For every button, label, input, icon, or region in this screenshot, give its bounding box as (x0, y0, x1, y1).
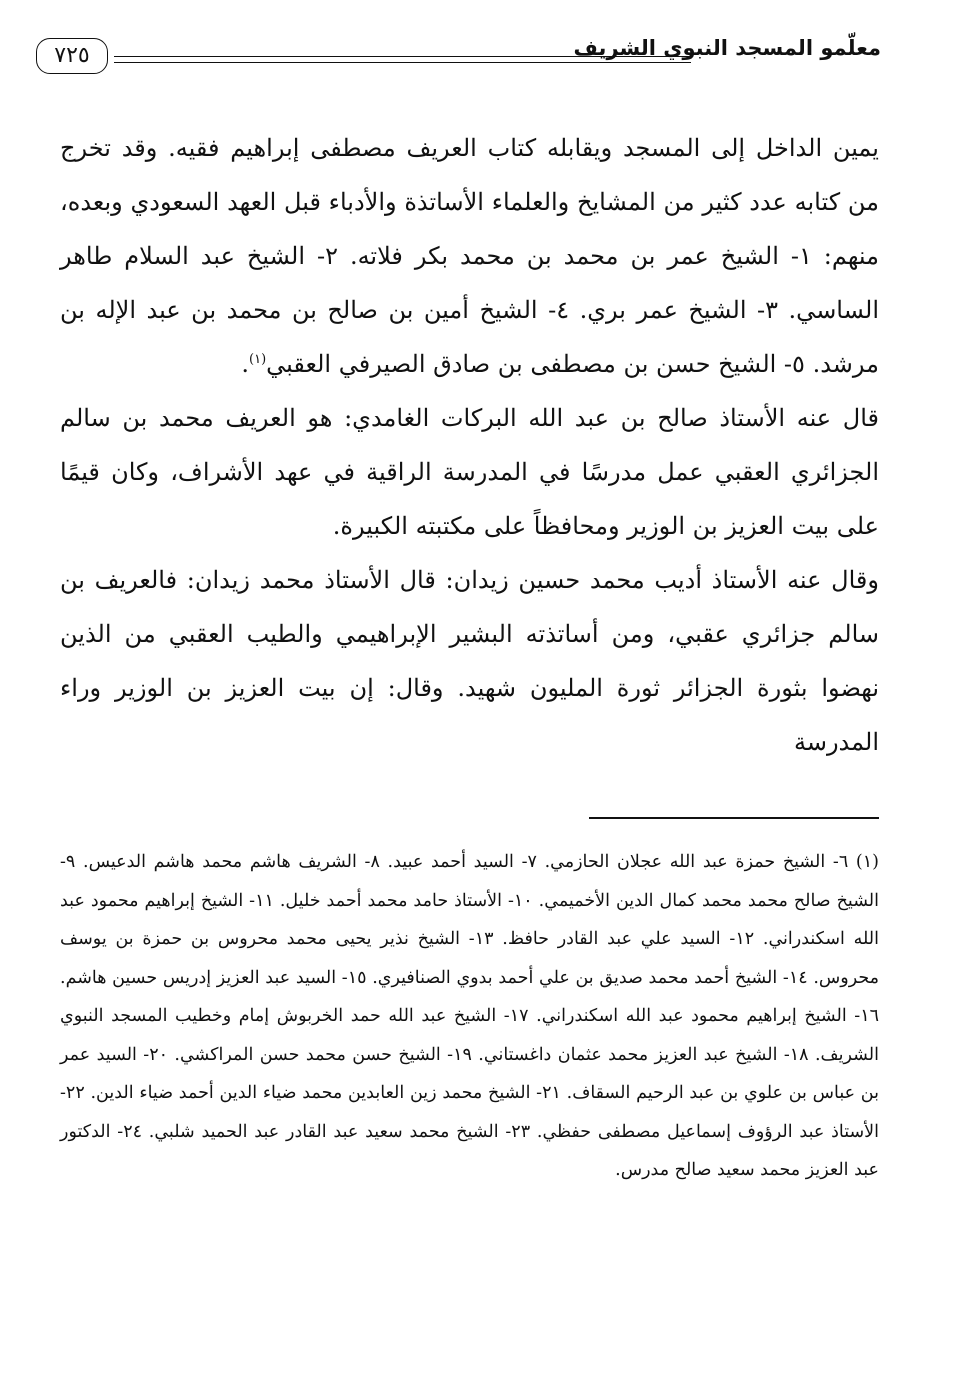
footnote-text: ٦- الشيخ حمزة عبد الله عجلان الحازمي. ٧- السيد أحمد عبيد. ٨- الشريف هاشم محمد هاشم الدعيس. ٩- الشيخ صالح محمد محمد كمال الدين الأخميمي. ١٠- الأستاذ حامد محمد أحمد خليل. ١١- الشيخ إبراهيم محمود عبد الله اسكندراني. ١٢- السيد علي عبد القادر حافظ. ١٣- الشيخ نذير يحيى محمد محروس بن حمزة بن يوسف محروس. ١٤- الشيخ أحمد محمد صديق بن علي أحمد بدوي الصنافيري. ١٥- السيد عبد العزيز إدريس حسين هاشم. ١٦- الشيخ إبراهيم محمود عبد الله اسكندراني. ١٧- الشيخ عبد الله حمد الخربوش إمام وخطيب المسجد النبوي الشريف. ١٨- الشيخ عبد العزيز محمد عثمان داغستاني. ١٩- الشيخ حسن محمد حسن المراكشي. ٢٠- السيد عمر بن عباس بن علوي بن عبد الرحيم السقاف. ٢١- الشيخ محمد زين العابدين محمد ضياء الدين أحمد ضياء الدين. ٢٢- الأستاذ عبد الرؤوف إسماعيل مصطفى حفظي. ٢٣- الشيخ محمد سعيد عبد القادر عبد الحميد شلبي. ٢٤- الدكتور عبد العزيز محمد سعيد صالح مدرس. (60, 852, 880, 1180)
main-text (60, 121, 879, 769)
paragraph-3: وقال عنه الأستاذ أديب محمد حسين زيدان: قال الأستاذ محمد زيدان: فالعريف بن سالم جزائري عقبي، ومن أساتذته البشير الإبراهيمي والطيب العقبي من الذين نهضوا بثورة الجزائر ثورة المليون شهيد. وقال: إن بيت العزيز بن الوزير وراء المدرسة (60, 566, 879, 756)
footnote-block (60, 843, 879, 1190)
paragraph-1-text: يمين الداخل إلى المسجد ويقابله كتاب العريف مصطفى إبراهيم فقيه. وقد تخرج من كتابه عدد كثير من المشايخ والعلماء الأساتذة والأدباء قبل العهد السعودي وبعده، منهم: ١- الشيخ عمر بن محمد بن محمد بكر فلاته. ٢- الشيخ عبد السلام طاهر الساسي. ٣- الشيخ عمر بري. ٤- الشيخ أمين بن صالح بن محمد بن عبد الإله بن مرشد. ٥- الشيخ حسن بن مصطفى بن صادق الصيرفي العقبي (60, 134, 880, 378)
paragraph-2: قال عنه الأستاذ صالح بن عبد الله البركات الغامدي: هو العريف محمد بن سالم الجزائري العقبي عمل مدرسًا في المدرسة الراقية في عهد الأشراف، وكان قيمًا على بيت العزيز بن الوزير ومحافظاً على مكتبته الكبيرة. (60, 404, 880, 540)
page-number: ٧٢٥ (36, 38, 108, 74)
footnote-reference[interactable]: (١) (249, 352, 267, 367)
footnote-marker: (١) (855, 852, 879, 872)
footnote-1 (60, 843, 879, 1190)
footnote-separator (589, 817, 879, 819)
header-double-rule (114, 56, 691, 63)
header-title: معلّمو المسجد النبوي الشريف (573, 36, 881, 60)
running-header (36, 28, 881, 84)
paragraph-1-end: . (241, 350, 250, 378)
paragraph-1 (60, 121, 879, 391)
